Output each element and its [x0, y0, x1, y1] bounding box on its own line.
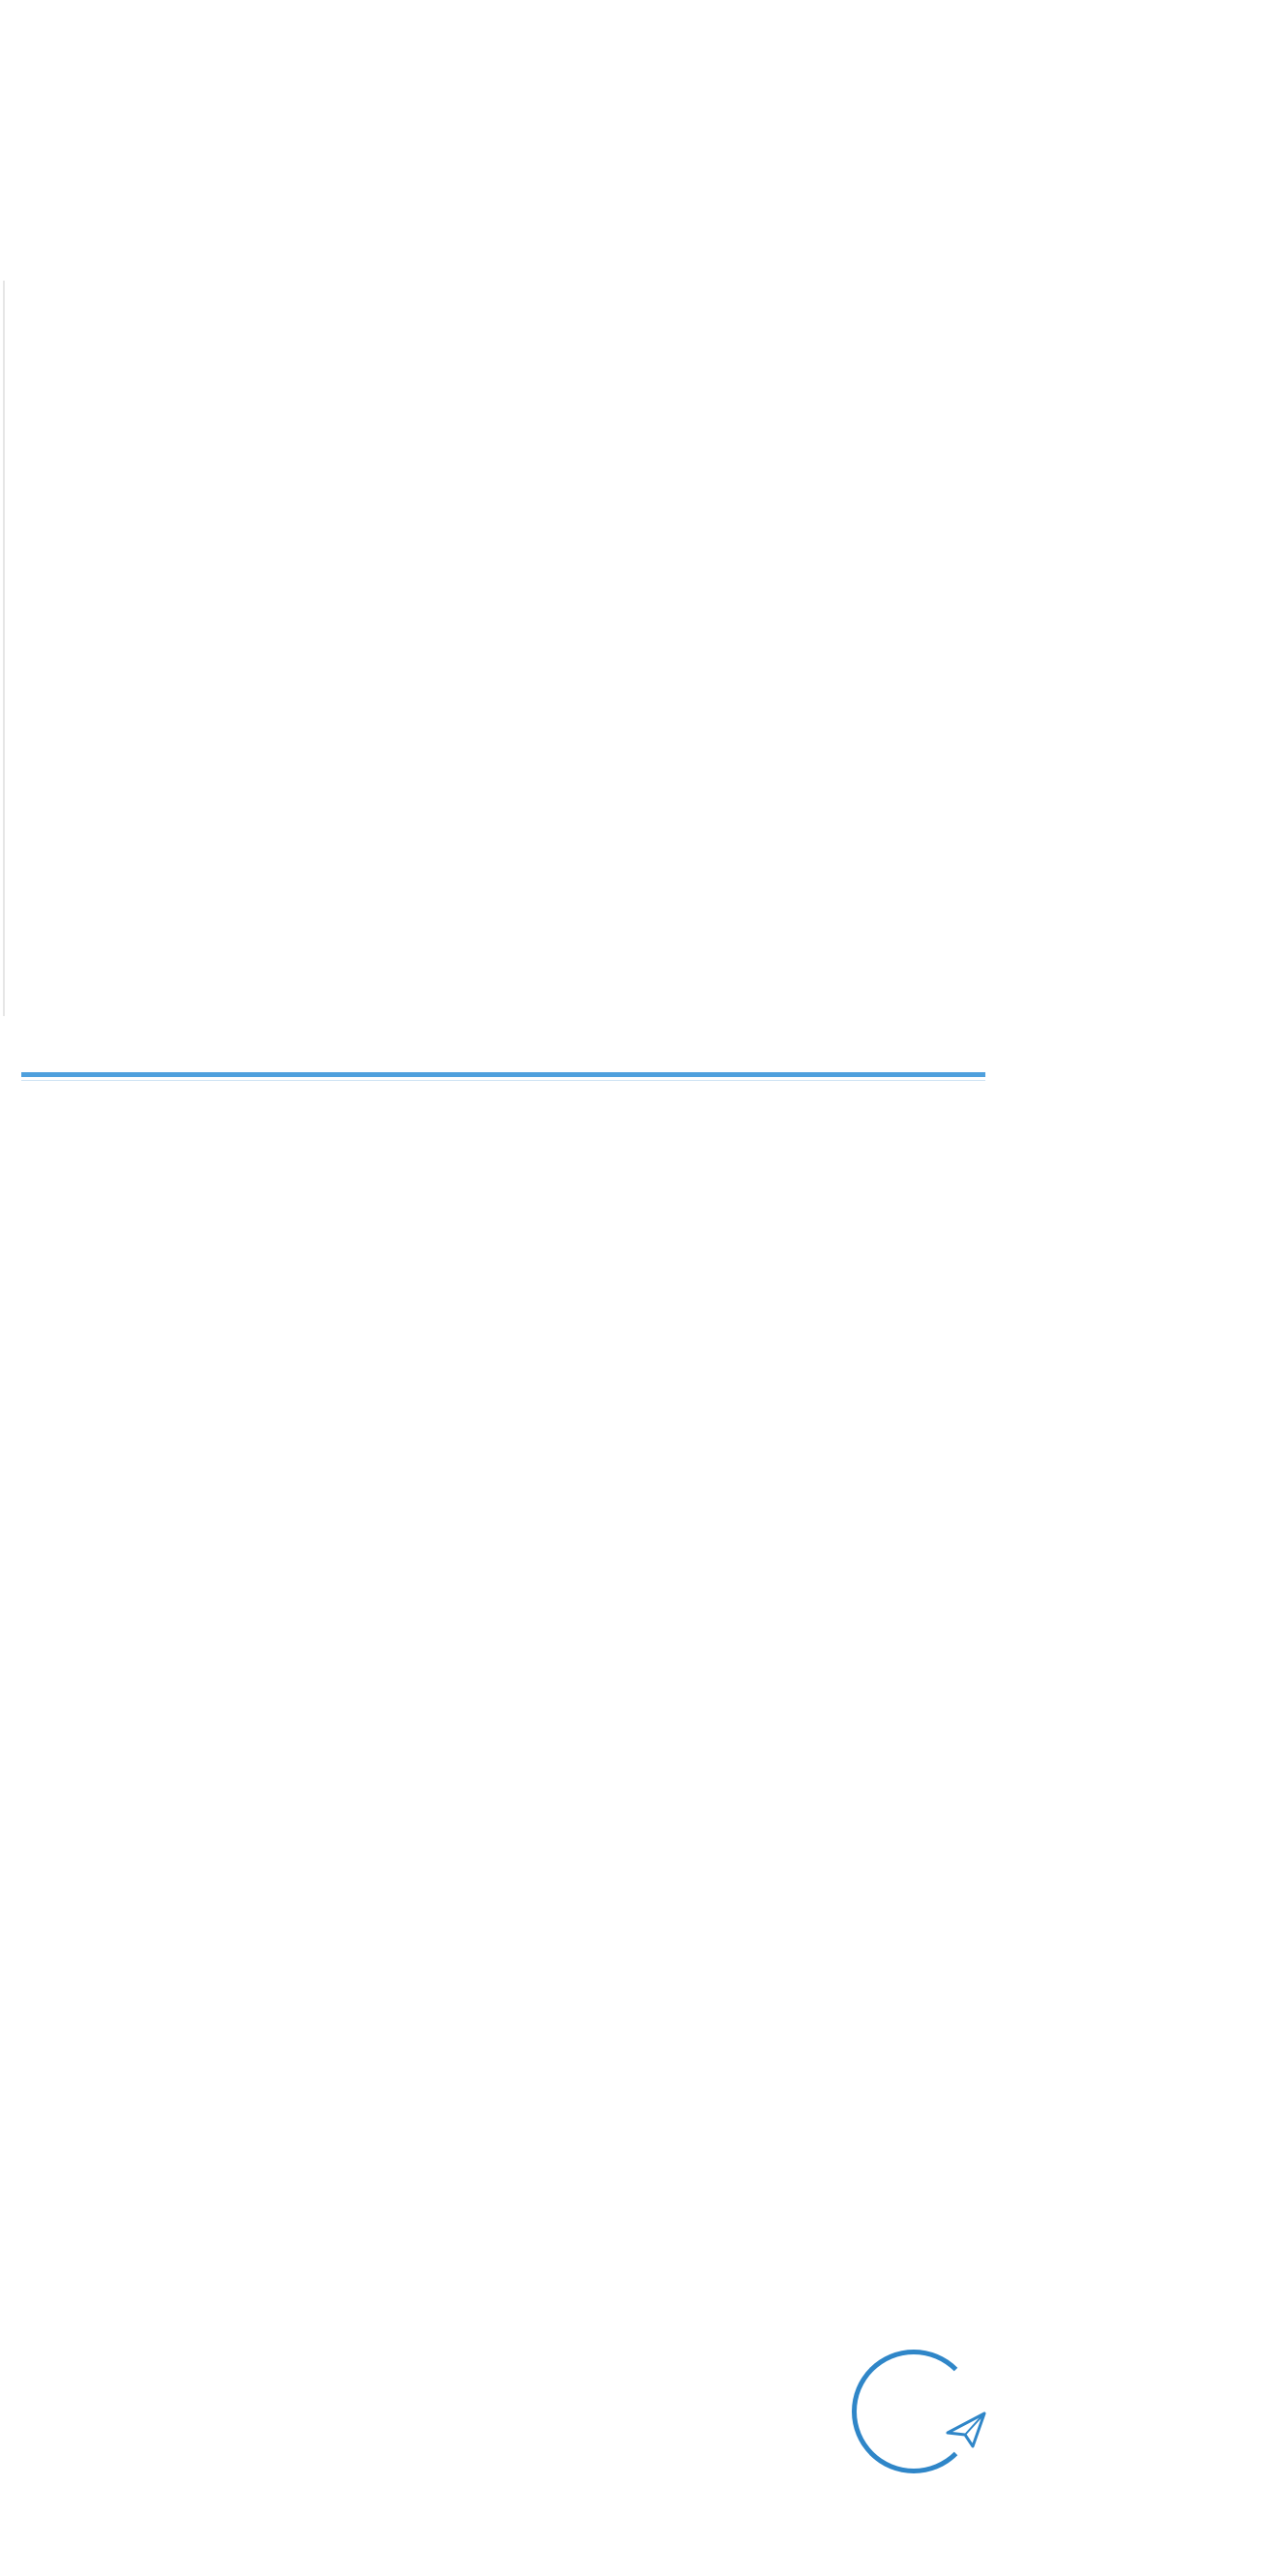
section-title-underline	[21, 1072, 985, 1077]
paper-plane-icon	[944, 2408, 988, 2452]
page-edge-line	[3, 281, 5, 1016]
